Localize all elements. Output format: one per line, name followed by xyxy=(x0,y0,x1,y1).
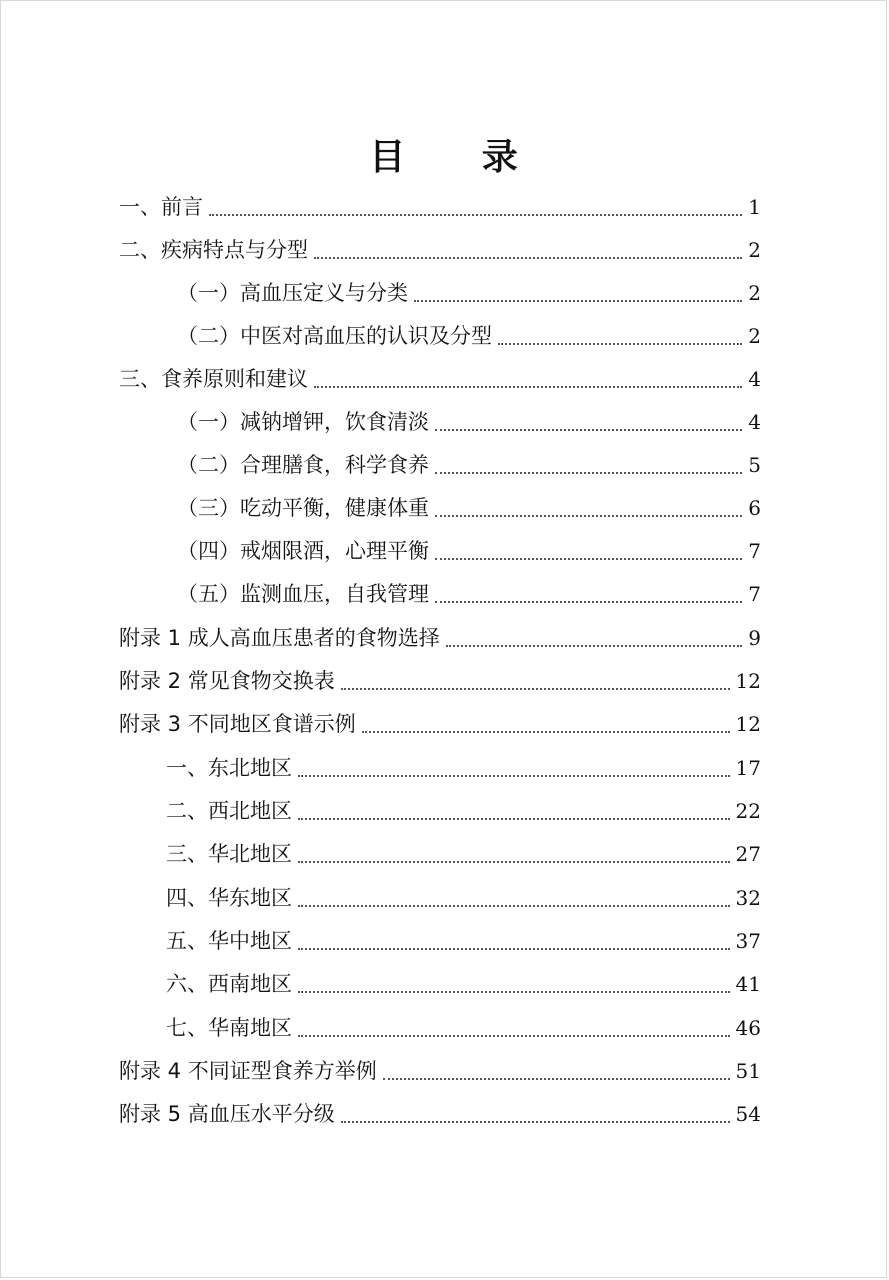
toc-dot-leader xyxy=(414,300,742,302)
toc-dot-leader xyxy=(314,257,742,259)
toc-page-number: 4 xyxy=(748,410,761,434)
toc-entry-label: （二）中医对高血压的认识及分型 xyxy=(177,324,492,348)
toc-entry-label: 一、前言 xyxy=(119,195,203,219)
toc-entry-label: 七、华南地区 xyxy=(166,1016,292,1040)
toc-entry-label: 四、华东地区 xyxy=(166,886,292,910)
toc-page-number: 2 xyxy=(748,324,761,348)
toc-page-number: 41 xyxy=(735,972,761,996)
toc-entry-label: 三、食养原则和建议 xyxy=(119,367,308,391)
toc-entry-label: 一、东北地区 xyxy=(166,756,292,780)
toc-entry-label: 附录 3 不同地区食谱示例 xyxy=(119,712,356,736)
toc-dot-leader xyxy=(298,861,730,863)
toc-page-number: 1 xyxy=(748,195,761,219)
toc-page-number: 22 xyxy=(735,799,761,823)
toc-entry-label: （四）戒烟限酒，心理平衡 xyxy=(177,539,429,563)
toc-page-number: 17 xyxy=(735,756,761,780)
toc-page-number: 32 xyxy=(735,886,761,910)
toc-entry-label: （一）减钠增钾，饮食清淡 xyxy=(177,410,429,434)
toc-entry-label: 附录 4 不同证型食养方举例 xyxy=(119,1059,377,1083)
toc-entry-label: （一）高血压定义与分类 xyxy=(177,281,408,305)
toc-dot-leader xyxy=(362,731,730,733)
toc-page-number: 4 xyxy=(748,367,761,391)
toc-dot-leader xyxy=(298,905,730,907)
toc-entry-southwest[interactable] xyxy=(166,968,761,1000)
toc-entry-appendix-1[interactable] xyxy=(119,622,761,654)
toc-page-number: 9 xyxy=(748,626,761,650)
toc-entry-appendix-3[interactable] xyxy=(119,708,761,740)
toc-entry-preface[interactable] xyxy=(119,191,761,223)
toc-entry-label: 附录 5 高血压水平分级 xyxy=(119,1102,335,1126)
toc-entry-label: 二、西北地区 xyxy=(166,799,292,823)
toc-dot-leader xyxy=(341,688,730,690)
toc-entry-label: （二）合理膳食，科学食养 xyxy=(177,453,429,477)
toc-entry-label: 三、华北地区 xyxy=(166,842,292,866)
toc-dot-leader xyxy=(341,1121,730,1123)
toc-entry-monitor-bp[interactable] xyxy=(177,578,761,610)
toc-entry-label: 附录 1 成人高血压患者的食物选择 xyxy=(119,626,440,650)
toc-page-number: 7 xyxy=(748,539,761,563)
toc-dot-leader xyxy=(435,472,742,474)
toc-entry-south[interactable] xyxy=(166,1012,761,1044)
toc-entry-diet-principles[interactable] xyxy=(119,363,761,395)
toc-entry-healthy-weight[interactable] xyxy=(177,492,761,524)
toc-page-number: 51 xyxy=(735,1059,761,1083)
toc-dot-leader xyxy=(298,948,730,950)
toc-page-number: 54 xyxy=(735,1102,761,1126)
toc-dot-leader xyxy=(314,386,742,388)
toc-dot-leader xyxy=(435,515,742,517)
toc-entry-hypertension-definition[interactable] xyxy=(177,277,761,309)
toc-entry-disease-features[interactable] xyxy=(119,234,761,266)
toc-entry-appendix-4[interactable] xyxy=(119,1055,761,1087)
toc-entry-label: 二、疾病特点与分型 xyxy=(119,238,308,262)
toc-entry-east[interactable] xyxy=(166,882,761,914)
toc-entry-label: 五、华中地区 xyxy=(166,929,292,953)
toc-dot-leader xyxy=(298,818,730,820)
toc-dot-leader xyxy=(498,343,742,345)
toc-entry-northeast[interactable] xyxy=(166,752,761,784)
toc-dot-leader xyxy=(446,645,743,647)
toc-dot-leader xyxy=(209,214,742,216)
toc-entry-label: （五）监测血压，自我管理 xyxy=(177,582,429,606)
toc-entry-north[interactable] xyxy=(166,838,761,870)
toc-entry-northwest[interactable] xyxy=(166,795,761,827)
toc-page-number: 37 xyxy=(735,929,761,953)
toc-dot-leader xyxy=(435,601,742,603)
toc-page-number: 46 xyxy=(735,1016,761,1040)
toc-entry-reduce-sodium[interactable] xyxy=(177,406,761,438)
toc-dot-leader xyxy=(435,558,742,560)
toc-entry-label: （三）吃动平衡，健康体重 xyxy=(177,496,429,520)
toc-entry-quit-smoking[interactable] xyxy=(177,535,761,567)
toc-page-number: 7 xyxy=(748,582,761,606)
toc-entry-appendix-5[interactable] xyxy=(119,1098,761,1130)
toc-dot-leader xyxy=(383,1078,730,1080)
toc-dot-leader xyxy=(435,429,742,431)
toc-page-number: 5 xyxy=(748,453,761,477)
toc-entry-appendix-2[interactable] xyxy=(119,665,761,697)
toc-page-number: 2 xyxy=(748,238,761,262)
toc-page-number: 12 xyxy=(735,669,761,693)
toc-entry-label: 附录 2 常见食物交换表 xyxy=(119,669,335,693)
toc-page-number: 12 xyxy=(735,712,761,736)
toc-dot-leader xyxy=(298,1035,730,1037)
toc-entry-balanced-diet[interactable] xyxy=(177,449,761,481)
toc-dot-leader xyxy=(298,775,730,777)
toc-dot-leader xyxy=(298,991,730,993)
toc-page-number: 6 xyxy=(748,496,761,520)
page-title: 目 录 xyxy=(369,137,550,178)
toc-page-number: 27 xyxy=(735,842,761,866)
toc-page-number: 2 xyxy=(748,281,761,305)
toc-entry-label: 六、西南地区 xyxy=(166,972,292,996)
toc-entry-tcm-understanding[interactable] xyxy=(177,320,761,352)
toc-entry-central[interactable] xyxy=(166,925,761,957)
